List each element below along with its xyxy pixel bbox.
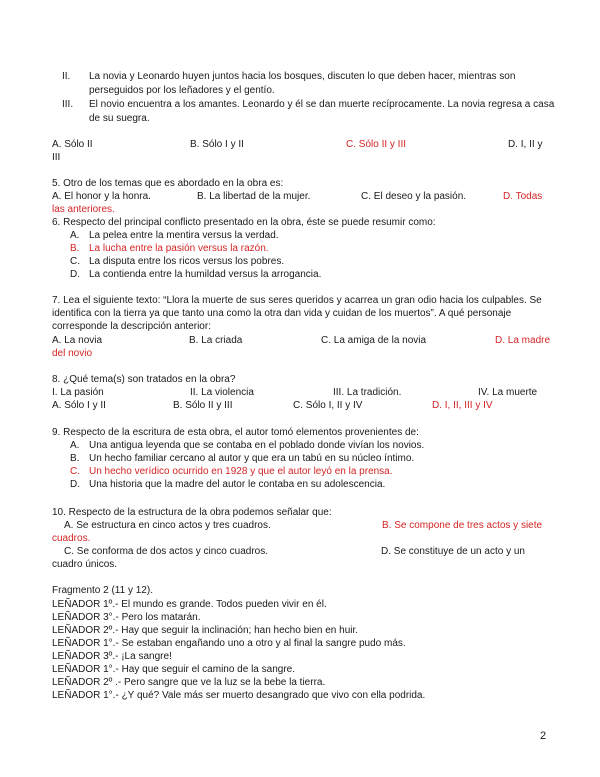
q10-option-d-cont: cuadro únicos. <box>52 559 118 570</box>
roman-numeral-iii: III. <box>62 99 74 110</box>
q7-line2: identifica con la tierra ya que tanto una como la otra dan vida y cuidan de los muertos”. A qué personaje <box>52 308 512 319</box>
roman-item-iii-line2: de su suegra. <box>89 113 150 124</box>
q10-option-d: D. Se constituye de un acto y un <box>381 546 525 557</box>
q9-option-c-answer: Un hecho verídico ocurrido en 1928 y que el autor leyó en la prensa. <box>89 466 393 477</box>
fragment-line: LEÑADOR 1°.- Hay que seguir el camino de la sangre. <box>52 664 296 675</box>
q6-option-b-answer: La lucha entre la pasión versus la razón. <box>89 243 269 254</box>
q5-option-a: A. El honor y la honra. <box>52 191 151 202</box>
q4-option-b: B. Sólo I y II <box>190 139 244 150</box>
roman-numeral-ii: II. <box>62 71 71 82</box>
q7-option-d-cont: del novio <box>52 348 93 359</box>
roman-item-ii-line1: La novia y Leonardo huyen juntos hacia los bosques, discuten lo que deben hacer, mientras son <box>89 71 516 82</box>
q7-option-b: B. La criada <box>189 335 243 346</box>
q5-option-d-answer: D. Todas <box>503 191 543 202</box>
q9-option-a: Una antigua leyenda que se contaba en el poblado donde vivían los novios. <box>89 440 425 451</box>
q8-option-a: A. Sólo I y II <box>52 400 106 411</box>
q4-option-a: A. Sólo II <box>52 139 93 150</box>
q8-item-iii: III. La tradición. <box>333 387 402 398</box>
q7-line1: 7. Lea el siguiente texto: “Llora la muerte de sus seres queridos y acarrea un gran odio hacia los culpables. Se <box>52 295 542 306</box>
fragment-line: LEÑADOR 2º .- Pero sangre que ve la luz se la bebe la tierra. <box>52 677 326 688</box>
fragment-line: LEÑADOR 3º.- ¡La sangre! <box>52 651 172 662</box>
q6-option-c: La disputa entre los ricos versus los pobres. <box>89 256 285 267</box>
q10-stem: 10. Respecto de la estructura de la obra podemos señalar que: <box>52 507 332 518</box>
q6-stem: 6. Respecto del principal conflicto presentado en la obra, éste se puede resumir como: <box>52 217 436 228</box>
fragment-line: LEÑADOR 1º.- El mundo es grande. Todos pueden vivir en él. <box>52 599 327 610</box>
q10-option-b-answer: B. Se compone de tres actos y siete <box>382 520 543 531</box>
q6-letter-a: A. <box>70 230 80 241</box>
q7-option-d-answer: D. La madre <box>495 335 551 346</box>
q9-letter-a: A. <box>70 440 80 451</box>
fragment-line: LEÑADOR 1°.- ¿Y qué? Vale más ser muerto desangrado que vivo con ella podrida. <box>52 690 426 701</box>
q4-option-c-answer: C. Sólo II y III <box>346 139 407 150</box>
q9-option-b: Un hecho familiar cercano al autor y que era un tabú en su núcleo íntimo. <box>89 453 415 464</box>
roman-item-iii-line1: El novio encuentra a los amantes. Leonardo y él se dan muerte recíprocamente. La novia regresa a casa <box>89 99 555 110</box>
q10-option-c: C. Se conforma de dos actos y cinco cuadros. <box>64 546 268 557</box>
q8-option-c: C. Sólo I, II y IV <box>293 400 363 411</box>
q8-item-i: I. La pasión <box>52 387 104 398</box>
roman-item-ii-line2: perseguidos por los leñadores y el gentío. <box>89 85 275 96</box>
q6-letter-b: B. <box>70 243 80 254</box>
q8-option-d-answer: D. I, II, III y IV <box>432 400 493 411</box>
fragment-line: LEÑADOR 1°.- Se estaban engañando uno a otro y al final la sangre pudo más. <box>52 638 406 649</box>
q8-option-b: B. Sólo II y III <box>173 400 233 411</box>
fragment-title: Fragmento 2 (11 y 12). <box>52 585 153 596</box>
q8-item-iv: IV. La muerte <box>478 387 538 398</box>
q8-item-ii: II. La violencia <box>190 387 254 398</box>
q6-option-a: La pelea entre la mentira versus la verdad. <box>89 230 279 241</box>
q5-option-b: B. La libertad de la mujer. <box>197 191 311 202</box>
q6-letter-c: C. <box>70 256 80 267</box>
q7-line3: corresponde la descripción anterior: <box>52 321 211 332</box>
q7-option-c: C. La amiga de la novia <box>321 335 427 346</box>
q4-option-d-cont: III <box>52 152 61 163</box>
q6-option-d: La contienda entre la humildad versus la arrogancia. <box>89 269 322 280</box>
q9-letter-c: C. <box>70 466 80 477</box>
page-number: 2 <box>540 730 547 742</box>
q5-option-c: C. El deseo y la pasión. <box>361 191 467 202</box>
q8-stem: 8. ¿Qué tema(s) son tratados en la obra? <box>52 374 236 385</box>
q10-option-b-cont: cuadros. <box>52 533 91 544</box>
q5-stem: 5. Otro de los temas que es abordado en la obra es: <box>52 178 284 189</box>
fragment-line: LEÑADOR 3°.- Pero los matarán. <box>52 612 201 623</box>
q9-letter-b: B. <box>70 453 80 464</box>
q5-option-d-cont: las anteriores. <box>52 204 115 215</box>
q9-stem: 9. Respecto de la escritura de esta obra, el autor tomó elementos provenientes de: <box>52 427 419 438</box>
q4-option-d: D. I, II y <box>508 139 543 150</box>
fragment-line: LEÑADOR 2º.- Hay que seguir la inclinación; han hecho bien en huir. <box>52 625 359 636</box>
q7-option-a: A. La novia <box>52 335 103 346</box>
q10-option-a: A. Se estructura en cinco actos y tres cuadros. <box>64 520 271 531</box>
q9-option-d: Una historia que la madre del autor le contaba en su adolescencia. <box>89 479 386 490</box>
q9-letter-d: D. <box>70 479 80 490</box>
q6-letter-d: D. <box>70 269 80 280</box>
